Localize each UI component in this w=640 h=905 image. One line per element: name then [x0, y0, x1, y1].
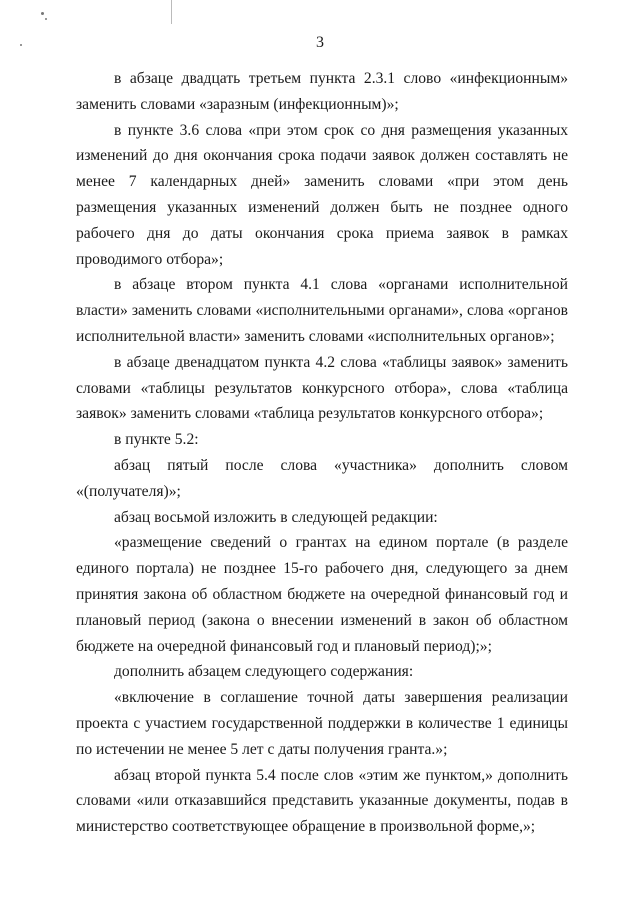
paragraph-5-4: абзац второй пункта 5.4 после слов «этим же пунктом,» дополнить словами «или отказавшийся представить указанные документы, подав в министерство соответствующее обращение в произвольной форме,»; — [76, 766, 568, 836]
paragraph-5-2-eighth-text: «размещение сведений о грантах на едином портале (в разделе единого портала) не позднее 15-го рабочего дня, следующего за днем принятия закона об областном бюджете на очередной финансовый год и плановый период (закона о внесении изменений в закон об областном бюджете на очередной финансовый год и плановый период);»; — [76, 534, 568, 655]
paragraph-2-3-1: в абзаце двадцать третьем пункта 2.3.1 слово «инфекционным» заменить словами «заразным (инфекционным)»; — [76, 70, 568, 113]
scan-line-artifact — [171, 0, 172, 24]
document-body — [76, 66, 568, 840]
paragraph-5-2-heading: в пункте 5.2: — [114, 431, 199, 449]
paragraph-5-2-add: дополнить абзацем следующего содержания: — [114, 663, 414, 681]
paragraph-3-6: в пункте 3.6 слова «при этом срок со дня размещения указанных изменений до дня окончания срока подачи заявок должен составлять не менее 7 календарных дней» заменить словами «при этом день размещения указанных изменений должен быть не позднее одного рабочего дня до даты окончания срока приема заявок в рамках проводимого отбора»; — [76, 121, 568, 268]
paragraph-5-2-eighth: абзац восьмой изложить в следующей редакции: — [114, 508, 438, 526]
scan-speck — [41, 12, 44, 15]
paragraph-5-2-fifth: абзац пятый после слова «участника» дополнить словом «(получателя)»; — [76, 456, 568, 500]
paragraph-4-2: в абзаце двенадцатом пункта 4.2 слова «таблицы заявок» заменить словами «таблицы результатов конкурсного отбора», слова «таблица заявок» заменить словами «таблица результатов конкурсного отбора»; — [76, 353, 568, 423]
page-number: 3 — [316, 34, 324, 51]
paragraph-4-1: в абзаце втором пункта 4.1 слова «органами исполнительной власти» заменить словами «исполнительными органами», слова «органов исполнительной власти» заменить словами «исполнительных органов»; — [76, 276, 568, 345]
paragraph-5-2-add-text: «включение в соглашение точной даты завершения реализации проекта с участием государственной поддержки в количестве 1 единицы по истечении не менее 5 лет с даты получения гранта.»; — [76, 689, 568, 758]
scan-speck — [45, 18, 47, 20]
